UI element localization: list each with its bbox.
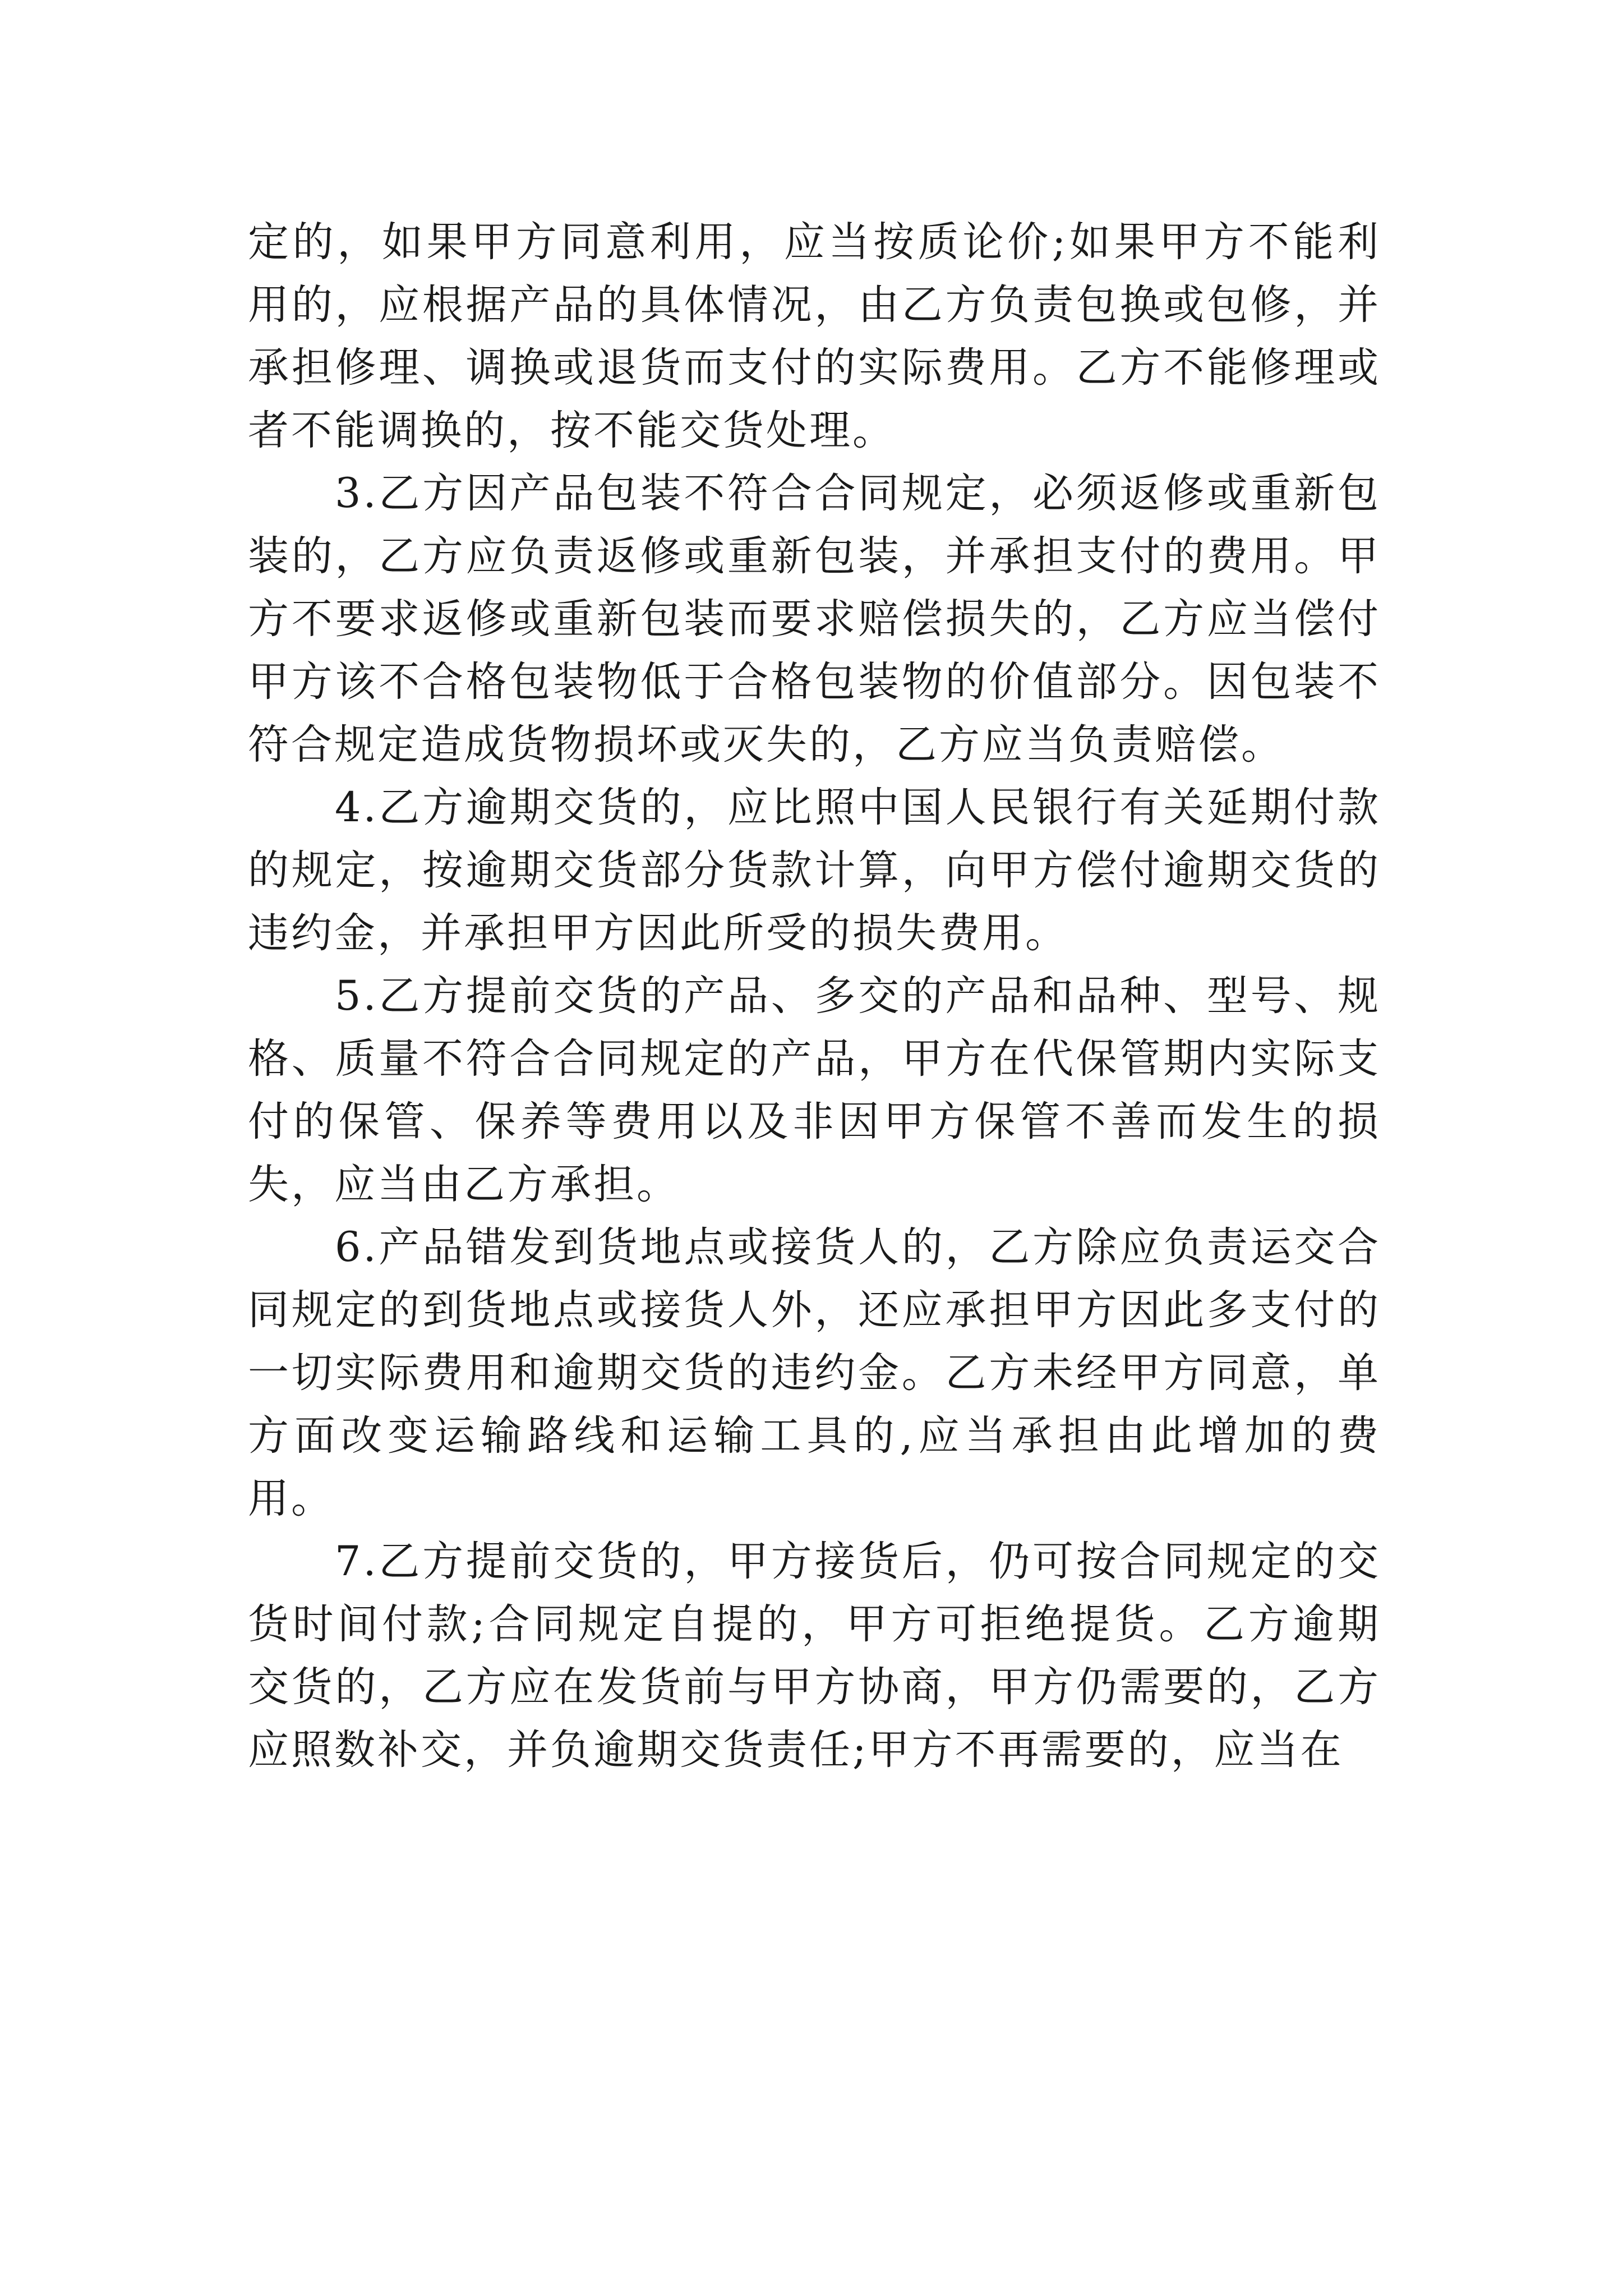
paragraph-clause-5: 5.乙方提前交货的产品、多交的产品和品种、型号、规格、质量不符合合同规定的产品，甲方在代保管期内实际支付的保管、保养等费用以及非因甲方保管不善而发生的损失，应当由乙方承担。 <box>248 972 1381 1208</box>
paragraph-clause-7: 7.乙方提前交货的，甲方接货后，仍可按合同规定的交货时间付款;合同规定自提的，甲方可拒绝提货。乙方逾期交货的，乙方应在发货前与甲方协商，甲方仍需要的，乙方应照数补交，并负逾期交货责任;甲方不再需要的，应当在 <box>248 1538 1381 1774</box>
paragraph-continuation: 定的，如果甲方同意利用，应当按质论价;如果甲方不能利用的，应根据产品的具体情况，由乙方负责包换或包修，并承担修理、调换或退货而支付的实际费用。乙方不能修理或者不能调换的，按不能交货处理。 <box>248 218 1381 454</box>
document-body <box>248 211 1381 1782</box>
paragraph-clause-6: 6.产品错发到货地点或接货人的，乙方除应负责运交合同规定的到货地点或接货人外，还应承担甲方因此多支付的一切实际费用和逾期交货的违约金。乙方未经甲方同意，单方面改变运输路线和运输工具的,应当承担由此增加的费用。 <box>248 1223 1381 1522</box>
paragraph-clause-3: 3.乙方因产品包装不符合合同规定，必须返修或重新包装的，乙方应负责返修或重新包装，并承担支付的费用。甲方不要求返修或重新包装而要求赔偿损失的，乙方应当偿付甲方该不合格包装物低于合格包装物的价值部分。因包装不符合规定造成货物损坏或灭失的，乙方应当负责赔偿。 <box>248 470 1381 769</box>
paragraph-clause-4: 4.乙方逾期交货的，应比照中国人民银行有关延期付款的规定，按逾期交货部分货款计算，向甲方偿付逾期交货的违约金，并承担甲方因此所受的损失费用。 <box>248 784 1381 957</box>
